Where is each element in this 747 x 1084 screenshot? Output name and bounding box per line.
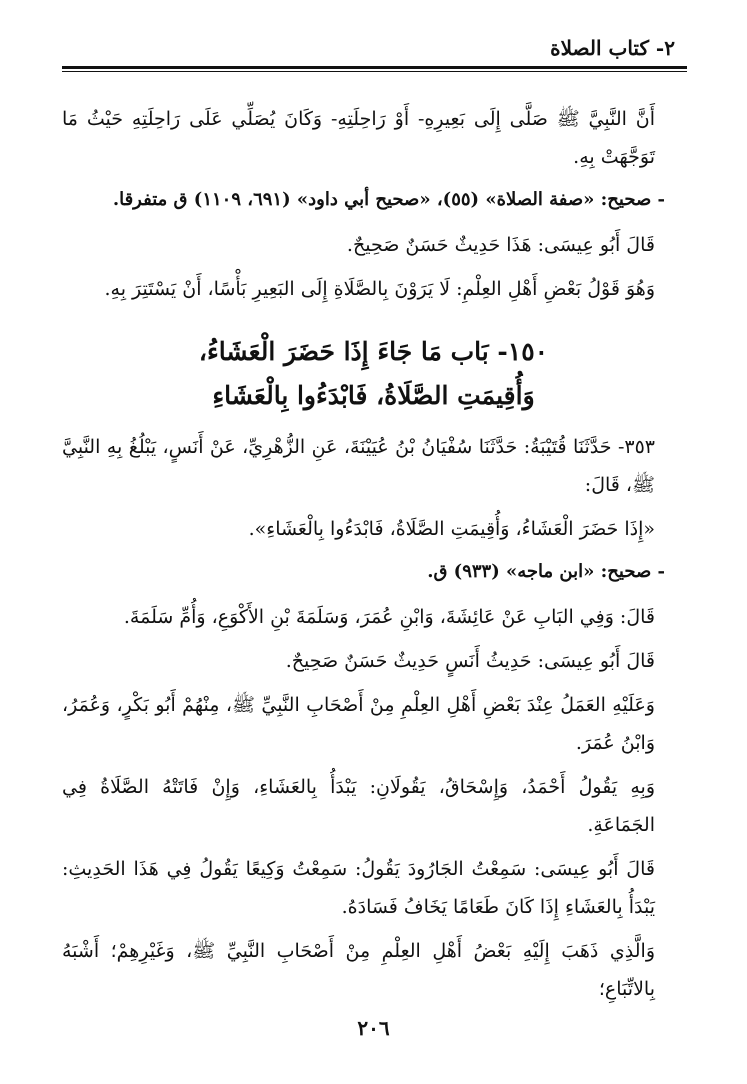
header-rule (62, 66, 687, 72)
paragraph: أَنَّ النَّبِيَّ ﷺ صَلَّى إِلَى بَعِيرِهِ- أَوْ رَاحِلَتِهِ- وَكَانَ يُصَلِّي عَلَى رَاحِلَتِهِ حَيْثُ مَا تَوَجَّهَتْ بِهِ. (62, 108, 655, 168)
chapter-heading (62, 330, 685, 418)
page-number: ٢٠٦ (357, 1016, 390, 1040)
hadith-matn: «إِذَا حَضَرَ الْعَشَاءُ، وَأُقِيمَتِ الصَّلَاةُ، فَابْدَءُوا بِالْعَشَاءِ». (248, 518, 655, 540)
paragraph: وَبِهِ يَقُولُ أَحْمَدُ، وَإِسْحَاقُ، يَقُولَانِ: يَبْدَأُ بِالعَشَاءِ، وَإِنْ فَاتَتْهُ الصَّلَاةُ فِي الجَمَاعَةِ. (62, 776, 655, 836)
paragraph: وَالَّذِي ذَهَبَ إِلَيْهِ بَعْضُ أَهْلِ العِلْمِ مِنْ أَصْحَابِ النَّبِيِّ ﷺ، وَغَيْرِهِمْ؛ أَشْبَهُ بِالاتِّبَاعِ؛ (62, 940, 655, 1000)
paragraph: وَعَلَيْهِ العَمَلُ عِنْدَ بَعْضِ أَهْلِ العِلْمِ مِنْ أَصْحَابِ النَّبِيِّ ﷺ، مِنْهُمْ أَبُو بَكْرٍ، وَعُمَرُ، وَابْنُ عُمَرَ. (62, 694, 655, 754)
grading-note: - صحيح: «صفة الصلاة» (٥٥)، «صحيح أبي داود» (٦٩١، ١١٠٩) ق متفرقا. (112, 189, 665, 210)
paragraph: قَالَ أَبُو عِيسَى: حَدِيثُ أَنَسٍ حَدِيثٌ حَسَنٌ صَحِيحٌ. (285, 650, 655, 672)
paragraph: وَهُوَ قَوْلُ بَعْضِ أَهْلِ العِلْمِ: لَا يَرَوْنَ بِالصَّلَاةِ إِلَى البَعِيرِ بَأْسًا، أَنْ يَسْتَتِرَ بِهِ. (104, 278, 655, 300)
grading-note: - صحيح: «ابن ماجه» (٩٣٣) ق. (427, 561, 665, 582)
running-header-title: ٢- كتاب الصلاة (550, 36, 675, 60)
paragraph: قَالَ: وَفِي البَابِ عَنْ عَائِشَةَ، وَابْنِ عُمَرَ، وَسَلَمَةَ بْنِ الأَكْوَعِ، وَأُمِّ سَلَمَةَ. (123, 606, 655, 628)
paragraph: قَالَ أَبُو عِيسَى: سَمِعْتُ الجَارُودَ يَقُولُ: سَمِعْتُ وَكِيعًا يَقُولُ فِي هَذَا الحَدِيثِ: يَبْدَأُ بِالعَشَاءِ إِذَا كَانَ طَعَامًا يَخَافُ فَسَادَهُ. (62, 858, 655, 918)
paragraph: قَالَ أَبُو عِيسَى: هَذَا حَدِيثٌ حَسَنٌ صَحِيحٌ. (346, 234, 655, 256)
hadith-isnad: ٣٥٣- حَدَّثَنَا قُتَيْبَةُ: حَدَّثَنَا سُفْيَانُ بْنُ عُيَيْنَةَ، عَنِ الزُّهْرِيِّ، عَنْ أَنَسٍ، يَبْلُغُ بِهِ النَّبِيَّ ﷺ، قَالَ: (62, 436, 655, 496)
page-body (62, 100, 685, 1014)
chapter-heading-line: ١٥٠- بَاب مَا جَاءَ إِذَا حَضَرَ الْعَشَاءُ، (198, 337, 549, 366)
chapter-heading-line: وَأُقِيمَتِ الصَّلَاةُ، فَابْدَءُوا بِالْعَشَاءِ (212, 381, 535, 410)
